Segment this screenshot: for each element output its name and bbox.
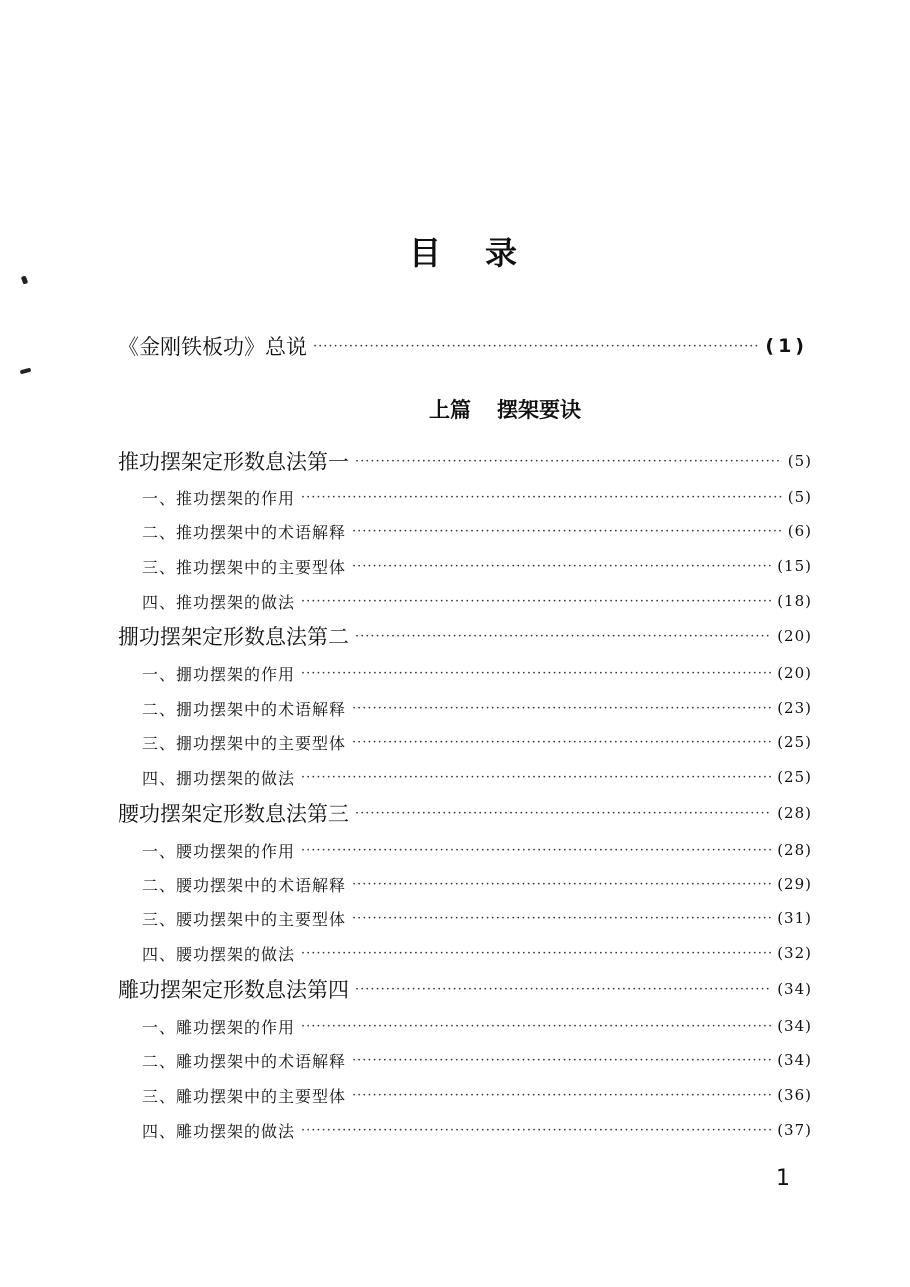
scan-speck	[20, 368, 32, 375]
section-title: 四、腰功摆架的做法	[142, 944, 296, 964]
section-title: 一、雕功摆架的作用	[142, 1017, 296, 1037]
scan-speck	[21, 275, 28, 284]
section-title: 三、掤功摆架中的主要型体	[142, 733, 347, 753]
section-title: 一、腰功摆架的作用	[142, 841, 296, 861]
toc-section[interactable]	[142, 1080, 812, 1110]
toc-section[interactable]	[142, 658, 812, 688]
chapter-title: 腰功摆架定形数息法第三	[118, 802, 349, 826]
dot-leader	[313, 339, 759, 354]
toc-chapter[interactable]	[118, 973, 812, 1005]
toc-section[interactable]	[142, 1115, 812, 1145]
toc-page-number: (37)	[777, 1121, 812, 1139]
section-title: 一、推功摆架的作用	[142, 488, 296, 508]
section-title: 二、腰功摆架中的术语解释	[142, 875, 347, 895]
toc-section[interactable]	[142, 1045, 812, 1075]
section-title: 二、推功摆架中的术语解释	[142, 522, 347, 542]
toc-section[interactable]	[142, 938, 812, 968]
section-title: 二、掤功摆架中的术语解释	[142, 699, 347, 719]
dot-leader	[352, 524, 782, 539]
section-title: 三、腰功摆架中的主要型体	[142, 909, 347, 929]
toc-page-number: (6)	[787, 522, 812, 540]
dot-leader	[301, 1019, 771, 1034]
dot-leader	[301, 490, 782, 505]
section-title: 四、掤功摆架的做法	[142, 768, 296, 788]
part-heading	[0, 394, 910, 424]
dot-leader	[355, 982, 771, 997]
toc-page-number: (20)	[777, 664, 812, 682]
toc-page-number: (36)	[777, 1086, 812, 1104]
dot-leader	[352, 1088, 771, 1103]
chapter-title: 掤功摆架定形数息法第二	[118, 625, 349, 649]
toc-page-number: (25)	[777, 733, 812, 751]
chapter-title: 推功摆架定形数息法第一	[118, 450, 349, 474]
toc-page-number: (5)	[787, 488, 812, 506]
toc-section[interactable]	[142, 869, 812, 899]
section-title: 三、推功摆架中的主要型体	[142, 557, 347, 577]
toc-section[interactable]	[142, 551, 812, 581]
chapter-title: 雕功摆架定形数息法第四	[118, 978, 349, 1002]
toc-entry-intro[interactable]	[118, 330, 808, 362]
toc-section[interactable]	[142, 693, 812, 723]
dot-leader	[301, 666, 771, 681]
toc-chapter[interactable]	[118, 445, 812, 477]
page-title: 目录	[408, 234, 561, 272]
toc-section[interactable]	[142, 727, 812, 757]
toc-page-number: (28)	[777, 804, 812, 822]
toc-page-number: (20)	[777, 627, 812, 645]
section-title: 一、掤功摆架的作用	[142, 664, 296, 684]
section-title: 四、推功摆架的做法	[142, 592, 296, 612]
dot-leader	[352, 735, 771, 750]
toc-page-number: (31)	[777, 909, 812, 927]
toc-page-number: (34)	[777, 980, 812, 998]
dot-leader	[301, 594, 771, 609]
dot-leader	[301, 946, 771, 961]
toc-page-number: (1)	[765, 335, 808, 357]
toc-entry-label: 《金刚铁板功》总说	[118, 335, 307, 359]
toc-page-number: (5)	[787, 452, 812, 470]
dot-leader	[352, 559, 771, 574]
toc-page-number: (34)	[777, 1051, 812, 1069]
toc-section[interactable]	[142, 835, 812, 865]
dot-leader	[352, 877, 771, 892]
toc-page-number: (28)	[777, 841, 812, 859]
toc-page-number: (32)	[777, 944, 812, 962]
toc-page-number: (18)	[777, 592, 812, 610]
toc-page-number: (23)	[777, 699, 812, 717]
part-label: 上篇	[429, 398, 471, 422]
page-number: 1	[776, 1166, 790, 1191]
dot-leader	[355, 806, 771, 821]
toc-chapter[interactable]	[118, 797, 812, 829]
toc-page-number: (29)	[777, 875, 812, 893]
toc-section[interactable]	[142, 586, 812, 616]
toc-page-number: (25)	[777, 768, 812, 786]
dot-leader	[301, 770, 771, 785]
toc-page-number: (15)	[777, 557, 812, 575]
dot-leader	[301, 843, 771, 858]
dot-leader	[355, 454, 782, 469]
dot-leader	[352, 1053, 771, 1068]
dot-leader	[352, 911, 771, 926]
toc-chapter[interactable]	[118, 620, 812, 652]
dot-leader	[301, 1123, 771, 1138]
section-title: 四、雕功摆架的做法	[142, 1121, 296, 1141]
toc-section[interactable]	[142, 903, 812, 933]
dot-leader	[352, 701, 771, 716]
section-title: 三、雕功摆架中的主要型体	[142, 1086, 347, 1106]
part-name: 摆架要诀	[497, 398, 581, 422]
toc-section[interactable]	[142, 1011, 812, 1041]
section-title: 二、雕功摆架中的术语解释	[142, 1051, 347, 1071]
toc-section[interactable]	[142, 482, 812, 512]
toc-page-number: (34)	[777, 1017, 812, 1035]
dot-leader	[355, 629, 771, 644]
toc-section[interactable]	[142, 516, 812, 546]
toc-section[interactable]	[142, 762, 812, 792]
